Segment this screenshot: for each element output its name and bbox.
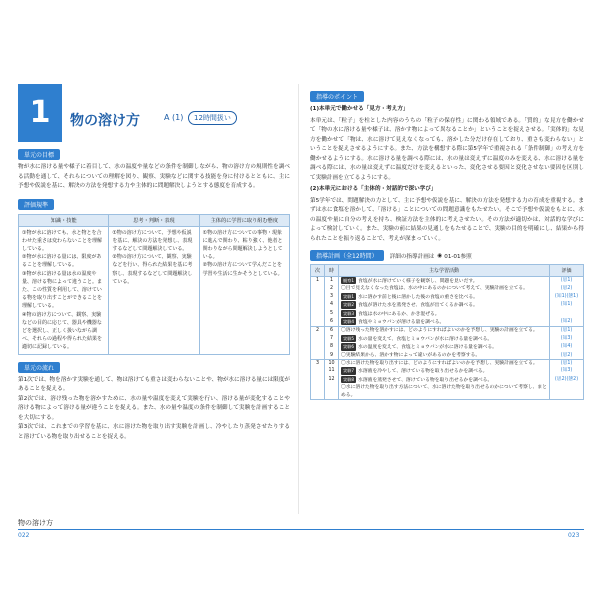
- activity-text: 水の温度を変えて、食塩とミョウバンが水に溶ける量を調べる。: [358, 345, 497, 351]
- plan-cell-ji: [311, 285, 325, 292]
- plan-cell-activity: [339, 343, 550, 351]
- activity-text: 水に溶かす前と後に溶かした後の食塩の重さを比べる。: [358, 294, 478, 300]
- plan-cell-toki: 10: [325, 360, 339, 368]
- plan-cell-ji: [311, 293, 325, 301]
- plan-header-ji: 次: [311, 265, 325, 277]
- plan-cell-eval: (思1): [550, 327, 584, 335]
- plan-cell-eval: (知3): [550, 335, 584, 343]
- plan-cell-toki: 7: [325, 335, 339, 343]
- unit-flow-section: [18, 355, 290, 443]
- plan-cell-eval: [550, 310, 584, 318]
- eval-cell-attitude: ①物の溶け方についての事物・現象に進んで関わり、粘り強く、他者と関わりながら問題解決しようとしている。 ②物の溶け方について学んだことを学習や生活に生かそうとしている。: [199, 226, 289, 354]
- evaluation-tag: 評価規準: [18, 199, 54, 210]
- plan-cell-toki: 8: [325, 343, 339, 351]
- footer-title: 物の溶け方: [18, 519, 53, 527]
- activity-text: 水溶液を冷やして、溶けている物を取り出せるかを調べる。: [358, 369, 488, 375]
- plan-row: [311, 293, 584, 301]
- plan-row: [311, 277, 584, 286]
- plan-cell-toki: 5: [325, 310, 339, 318]
- plan-cell-ji: [311, 376, 325, 384]
- activity-text: 食塩は水の中にあるか、かき混ぜる。: [358, 311, 440, 317]
- activity-marker: 実験1: [343, 293, 355, 299]
- activity-text: 〇溶け残った物を溶かすには、どのようにすればよいのかを予想し、実験の計画を立てる。: [341, 328, 538, 334]
- plan-cell-ji: [311, 335, 325, 343]
- plan-cell-toki: 6: [325, 318, 339, 327]
- activity-marker: 実験4: [343, 319, 355, 325]
- evaluation-table: [18, 214, 290, 355]
- unit-goal-section: [18, 142, 290, 192]
- plan-cell-toki: 3: [325, 293, 339, 301]
- plan-cell-activity: [339, 310, 550, 318]
- plan-cell-eval: [550, 384, 584, 399]
- activity-marker: 実験8: [343, 376, 355, 382]
- plan-cell-eval: (知3): [550, 367, 584, 375]
- unit-number: 1: [18, 84, 62, 142]
- plan-row: [311, 343, 584, 351]
- activity-text: 水溶液を蒸発させて、溶けている物を取り出せるかを調べる。: [358, 377, 493, 383]
- lesson-plan-ref: 01-01参照: [444, 253, 472, 260]
- plan-cell-toki: 9: [325, 352, 339, 360]
- plan-cell-activity: [339, 376, 550, 384]
- plan-row: [311, 376, 584, 384]
- plan-cell-eval: (思2)(態2): [550, 376, 584, 384]
- unit-title: 物の溶け方: [70, 113, 140, 129]
- plan-row: [311, 360, 584, 368]
- teaching-points-section: [310, 84, 584, 244]
- plan-row: [311, 335, 584, 343]
- page-number-right: 023: [568, 532, 580, 539]
- plan-cell-activity: [339, 367, 550, 375]
- unit-title-bar: [18, 84, 290, 142]
- activity-text: 食塩やミョウバンが溶ける量を調べる。: [358, 320, 445, 326]
- page-gutter: [298, 84, 299, 514]
- plan-cell-eval: (知2): [550, 318, 584, 327]
- plan-cell-eval: (知1): [550, 301, 584, 309]
- plan-cell-ji: [311, 384, 325, 399]
- plan-cell-ji: 3: [311, 360, 325, 368]
- plan-cell-activity: [339, 327, 550, 335]
- teaching-points-text-2: 第5学年では、問題解決の力として、主に予想や仮説を基に、解決の方法を発想する力の育成を重視する。まずは水に食塩を溶かして、「溶ける」ことについての問題意識をもたせたい。そこで予想や仮説をもとに、水の温度や量に自分の考えを持ち、検証方法を主体的に考えさせたい。その方法が適切かは、対話的な学びによって検討していく。また、実験の前に結果の見通しをもたせることで、実験の目的を明確にし、結果から得られたことを振り返ることで、考えが深まっていく。: [310, 197, 584, 242]
- teaching-points-tag: 指導のポイント: [310, 91, 364, 102]
- plan-cell-activity: [339, 318, 550, 327]
- activity-text: 〇水に溶けた物を取り出すには、どのようにすればよいのかを予想し、実験計画を立てる。: [341, 361, 538, 367]
- activity-text: 〇目で見えなくなった食塩は、水の中にあるのかについて考えて、実験計画を立てる。: [341, 286, 528, 292]
- plan-cell-toki: 12: [325, 376, 339, 384]
- lesson-plan-note: 詳細の指導計画は: [389, 253, 435, 260]
- plan-cell-eval: (思2): [550, 285, 584, 292]
- footer-rule: [18, 529, 584, 530]
- eval-header-attitude: 主体的に学習に取り組む態度: [199, 214, 289, 226]
- activity-marker: 実験7: [343, 368, 355, 374]
- plan-cell-activity: [339, 335, 550, 343]
- teaching-points-subhead-2: (2)本単元における「主体的・対話的で深い学び」: [310, 186, 437, 192]
- plan-row: [311, 301, 584, 309]
- plan-cell-activity: [339, 301, 550, 309]
- plan-cell-ji: [311, 367, 325, 375]
- unit-goal-text: 物が水に溶ける量や様子に着目して、水の温度や量などの条件を制御しながら、物の溶け方の規則性を調べる活動を通して、それらについての理解を図り、観察、実験などに関する技能を身に付けるとともに、主に予想や仮説を基に、解決の方法を発想する力や主体的に問題解決しようとする態度を育成する。: [18, 164, 290, 189]
- plan-cell-toki: 2: [325, 285, 339, 292]
- plan-cell-ji: [311, 352, 325, 360]
- activity-text: 〇実験結果から、溶かす物によって違いがあるのかを考察する。: [341, 352, 481, 358]
- plan-cell-toki: 11: [325, 367, 339, 375]
- unit-grade: A (1): [164, 113, 184, 122]
- plan-row: [311, 367, 584, 375]
- eval-header-knowledge: 知識・技能: [19, 214, 109, 226]
- teaching-points-subhead-1: (1)本単元で働かせる「見方・考え方」: [310, 106, 409, 112]
- lesson-plan-section: [310, 250, 584, 400]
- lesson-plan-table: [310, 264, 584, 400]
- activity-text: 水の量を変えて、食塩とミョウバンが水に溶ける量を調べる。: [358, 336, 493, 342]
- unit-flow-text: 第1次では、物を溶かす実験を通して、物は溶けても重さは変わらないことや、物が水に溶ける量には限度があることを捉える。 第2次では、溶け残った物を溶かすために、水の量や温度を変えて実験を行い、溶ける量が変化することや溶ける物によって溶ける量が違うことを捉える。また、水の量や温度の条件を制御して実験を計画することを大切にする。 第3次では、これまでの学習を基に、水に溶けた物を取り出す実験を計画し、冷やしたり蒸発させたりすると溶けている物を取り出せることを捉える。: [18, 376, 290, 440]
- activity-marker: 実験6: [343, 344, 355, 350]
- plan-header-eval: 評価: [550, 265, 584, 277]
- plan-cell-eval: (知4): [550, 343, 584, 351]
- plan-header-toki: 時: [325, 265, 339, 277]
- unit-hours-badge: 12時間扱い: [188, 111, 237, 125]
- plan-cell-toki: [325, 384, 339, 399]
- eval-cell-thinking: ①物の溶け方について、予想や仮説を基に、解決の方法を発想し、表現するなどして問題解決している。 ②物の溶け方について、観察、実験などを行い、得られた結果を基に考察し、表現するなどして問題解決している。: [109, 226, 199, 354]
- plan-row: [311, 318, 584, 327]
- eval-header-thinking: 思考・判断・表現: [109, 214, 199, 226]
- plan-cell-toki: 4: [325, 301, 339, 309]
- disc-icon: ◉: [437, 252, 443, 259]
- unit-goal-tag: 単元の目標: [18, 149, 60, 160]
- activity-text: 〇水に溶けた物を取り出す方法について、水に溶けた物を取り出せるのかについて考察し、まとめる。: [341, 385, 547, 398]
- eval-cell-knowledge: ①物が水に溶けても、水と物とを合わせた重さは変わらないことを理解している。 ②物が水に溶ける量には、限度があることを理解している。 ③物が水に溶ける量は水の温度や量、溶ける物によって違うこと。また、この性質を利用して、溶けている物を取り出すことができることを理解している。 ④物の溶け方について、観察、実験などの目的に応じて、器具や機器などを選択し、正しく扱いながら調べ、それらの過程や得られた結果を適切に記録している。: [19, 226, 109, 354]
- plan-cell-eval: (思2): [550, 352, 584, 360]
- activity-marker: 実験3: [343, 310, 355, 316]
- plan-cell-toki: 1: [325, 277, 339, 286]
- plan-row: [311, 352, 584, 360]
- plan-cell-eval: (思1): [550, 360, 584, 368]
- plan-cell-toki: 6: [325, 327, 339, 335]
- plan-row: [311, 310, 584, 318]
- plan-cell-ji: [311, 343, 325, 351]
- plan-cell-ji: 2: [311, 327, 325, 335]
- lesson-plan-tag: 指導計画（全12時間）: [310, 250, 384, 261]
- page-number-left: 022: [18, 532, 30, 539]
- plan-row: [311, 327, 584, 335]
- plan-row: [311, 384, 584, 399]
- evaluation-section: [18, 192, 290, 355]
- activity-text: 食塩が溶けた水を蒸発させ、食塩が出てくるか調べる。: [358, 303, 478, 309]
- plan-cell-eval: (知1)(態1): [550, 293, 584, 301]
- teaching-points-text-1: 本単元は、「粒子」を柱とした内容のうちの「粒子の保存性」に関わる領域である。「質的」な見方を働かせて「物の水に溶ける量や様子は、溶かす物によって異なることか」ということを捉えさせる。「実体的」な見方を働かせて「物は、水に溶けて見えなくなっても、溶かした分だけ存在しており、重さも変わらない」ということを捉えさせるようにする。また、方法を構想する際に第5学年で重視される「条件制御」の考え方を働かせるようにする。水に溶ける量を調べる際には、水の量は変えずに温度のみを変える、水に溶ける量を調べる際には、水の量は変えずに温度だけを変えるといった、変化させる要因と変化させない要因を区別して実験計画を立てるようにする。: [310, 117, 584, 181]
- plan-cell-activity: [339, 384, 550, 399]
- activity-marker: 実験5: [343, 335, 355, 341]
- plan-cell-ji: [311, 310, 325, 318]
- plan-cell-eval: (思1): [550, 277, 584, 286]
- plan-cell-ji: [311, 301, 325, 309]
- activity-text: 食塩が水に溶けていく様子を観察し、問題を見いだす。: [358, 279, 478, 284]
- plan-cell-ji: [311, 318, 325, 327]
- plan-cell-activity: [339, 277, 550, 286]
- plan-header-activity: 主な学習活動: [339, 265, 550, 277]
- plan-cell-activity: [339, 285, 550, 292]
- activity-marker: 観察1: [343, 278, 355, 283]
- plan-cell-activity: [339, 293, 550, 301]
- plan-cell-ji: 1: [311, 277, 325, 286]
- right-page: [310, 84, 584, 514]
- plan-cell-activity: [339, 360, 550, 368]
- activity-marker: 実験2: [343, 302, 355, 308]
- plan-cell-activity: [339, 352, 550, 360]
- plan-row: [311, 285, 584, 292]
- left-page: [18, 84, 290, 514]
- unit-flow-tag: 単元の流れ: [18, 362, 60, 373]
